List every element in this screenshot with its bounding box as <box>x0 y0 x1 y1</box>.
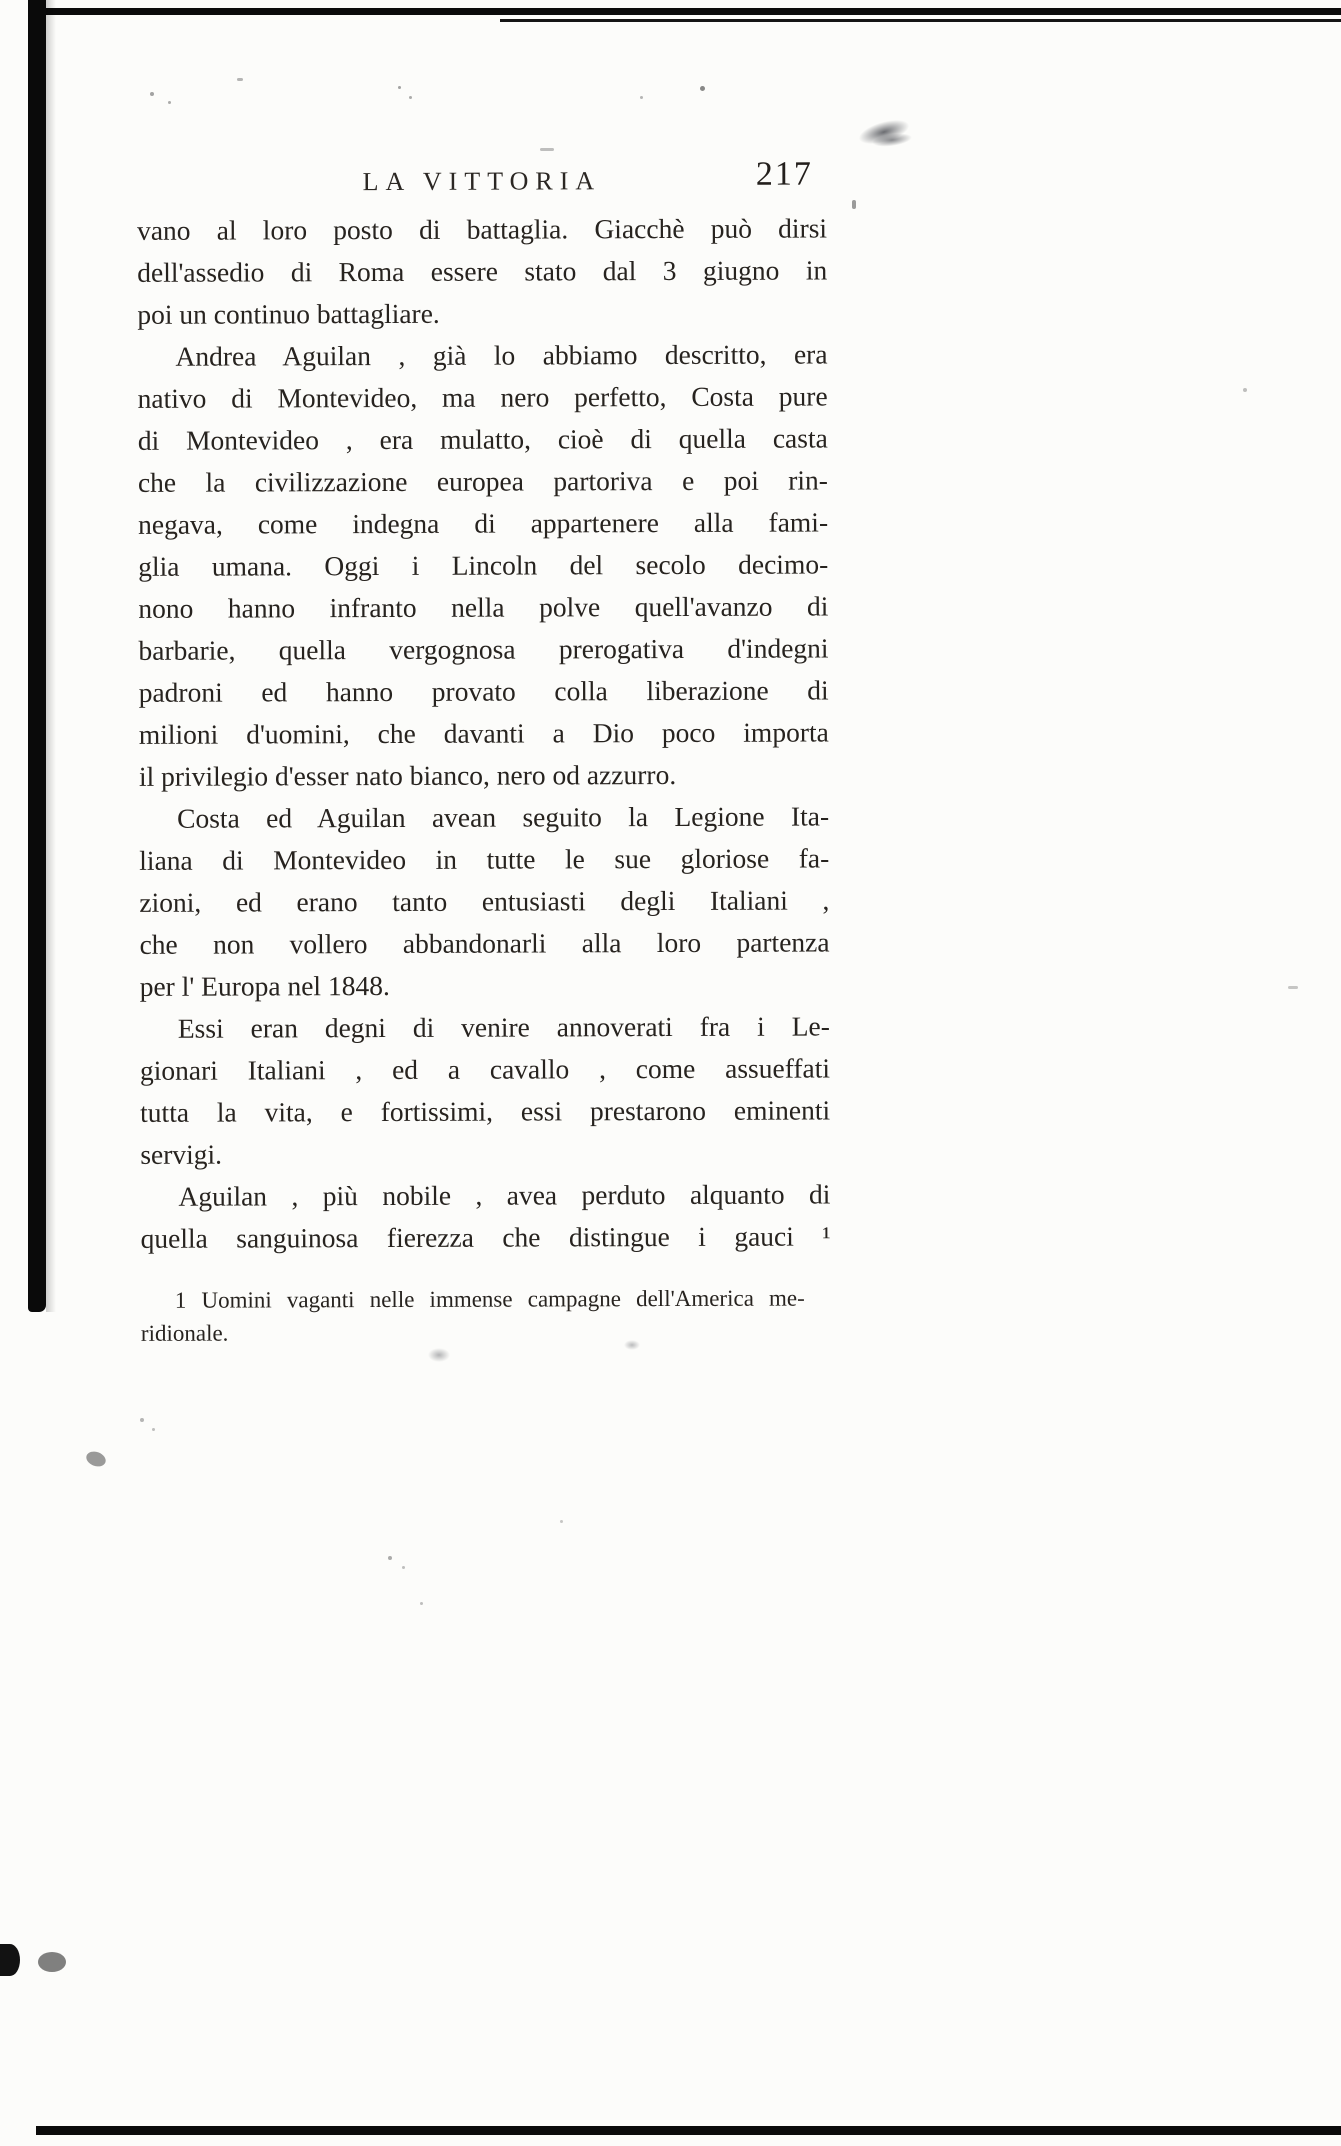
text-line: che la civilizzazione europea partoriva e poi rin- <box>137 464 828 498</box>
text-line: ridionale. <box>140 1320 229 1346</box>
scan-artifact <box>640 96 643 99</box>
scan-artifact <box>140 1418 144 1422</box>
text-line: di Montevideo , era mulatto, cioè di quella casta <box>137 422 828 456</box>
text-line: milioni d'uomini, che davanti a Dio poco importa <box>138 716 829 750</box>
scan-artifact <box>1243 388 1247 392</box>
ink-blotch <box>0 1944 20 1976</box>
text-line: barbarie, quella vergognosa prerogativa d'indegni <box>138 632 829 666</box>
text-line: poi un continuo battagliare. <box>137 297 440 330</box>
text-line: Costa ed Aguilan avean seguito la Legione Ita- <box>177 800 830 834</box>
scan-artifact <box>700 86 705 91</box>
scan-artifact <box>428 1348 450 1362</box>
footnote <box>141 1282 805 1350</box>
page-body <box>137 207 831 1259</box>
text-line: servigi. <box>140 1138 223 1170</box>
text-line: dell'assedio di Roma essere stato dal 3 giugno in <box>137 254 828 288</box>
scan-artifact <box>852 200 856 209</box>
scan-artifact <box>152 1428 155 1431</box>
text-line: vano al loro posto di battaglia. Giacchè può dirsi <box>137 212 828 246</box>
text-line: che non vollero abbandonarli alla loro partenza <box>139 926 830 960</box>
scan-artifact <box>398 86 401 89</box>
text-line: 1 Uomini vaganti nelle immense campagne dell'America me- <box>174 1285 805 1313</box>
text-line: zioni, ed erano tanto entusiasti degli Italiani , <box>139 884 830 918</box>
running-title: LA VITTORIA <box>362 166 602 197</box>
scan-artifact <box>402 1566 405 1569</box>
text-line: padroni ed hanno provato colla liberazione di <box>138 674 829 708</box>
scan-artifact <box>420 1602 423 1605</box>
text-line: per l' Europa nel 1848. <box>139 969 390 1002</box>
scan-artifact <box>168 101 171 104</box>
text-line: Essi eran degni di venire annoverati fra i Le- <box>177 1010 830 1044</box>
text-line: liana di Montevideo in tutte le sue gloriose fa- <box>139 842 830 876</box>
page-number: 217 <box>755 155 813 193</box>
scan-artifact <box>388 1556 392 1560</box>
scan-artifact <box>150 92 154 96</box>
text-line: tutta la vita, e fortissimi, essi prestarono eminenti <box>140 1094 831 1128</box>
scan-artifact <box>409 96 412 99</box>
scan-artifact <box>1288 986 1298 989</box>
text-line: nono hanno infranto nella polve quell'avanzo di <box>138 590 829 624</box>
scan-artifact <box>624 1340 640 1350</box>
text-line: glia umana. Oggi i Lincoln del secolo decimo- <box>138 548 829 582</box>
text-line: nativo di Montevideo, ma nero perfetto, Costa pure <box>137 380 828 414</box>
scan-artifact <box>237 78 243 81</box>
text-line: il privilegio d'esser nato bianco, nero od azzurro. <box>138 758 677 792</box>
text-line: negava, come indegna di appartenere alla fami- <box>138 506 829 540</box>
text-line: Andrea Aguilan , già lo abbiamo descritto, era <box>175 338 828 372</box>
text-line: gionari Italiani , ed a cavallo , come assueffati <box>139 1052 831 1086</box>
text-line: Aguilan , più nobile , avea perduto alquanto di <box>178 1178 831 1212</box>
page-header <box>137 157 827 205</box>
scan-artifact <box>560 1520 563 1523</box>
text-line: quella sanguinosa fierezza che distingue i gauci ¹ <box>140 1220 831 1254</box>
ink-blotch <box>38 1952 66 1972</box>
scan-artifact <box>540 148 554 151</box>
